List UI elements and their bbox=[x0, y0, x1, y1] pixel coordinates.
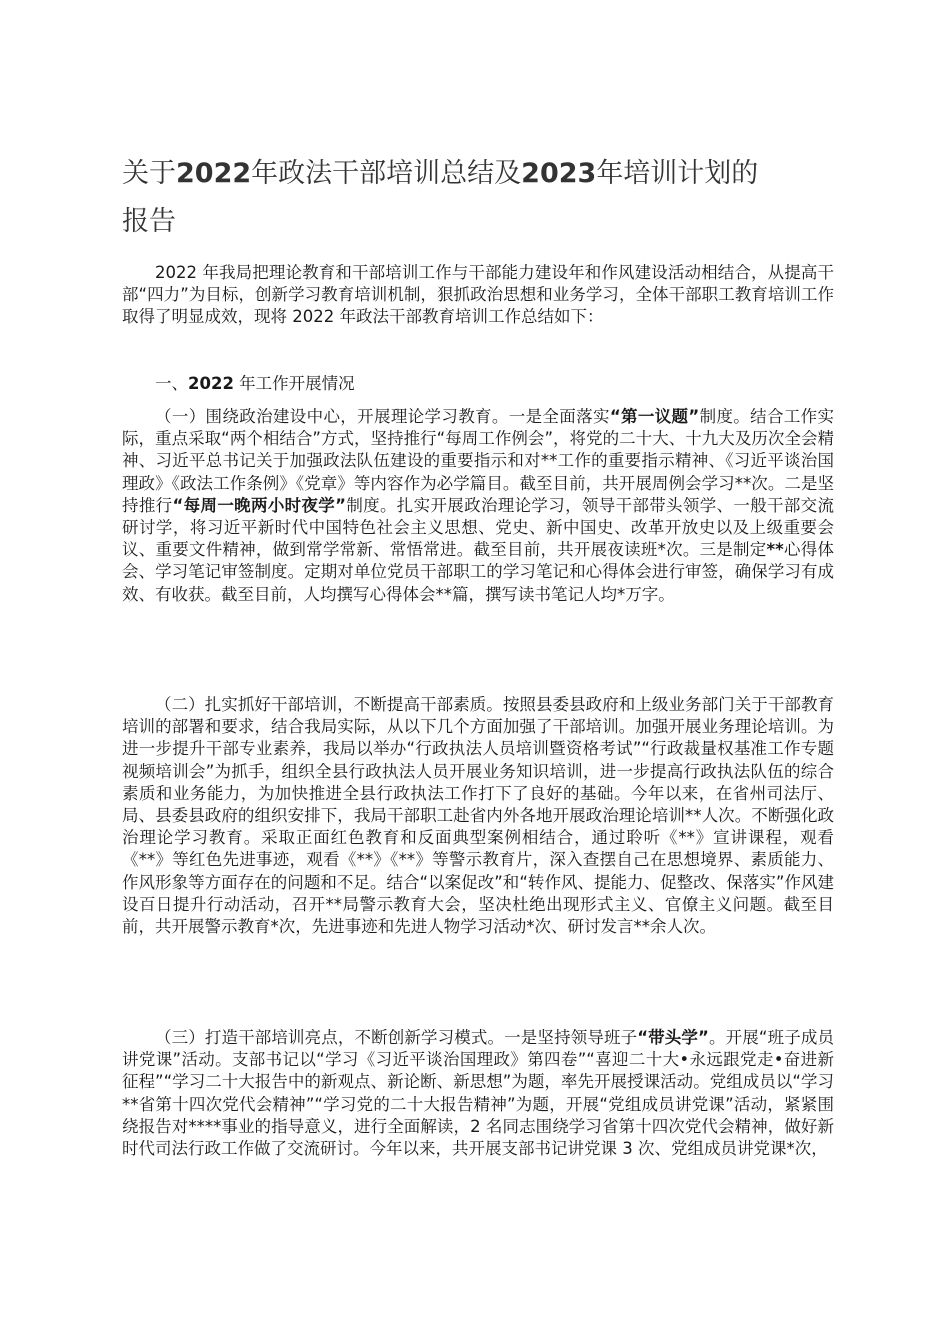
document-title: 关于2022年政法干部培训总结及2023年培训计划的 报告 bbox=[122, 158, 759, 237]
paragraph-cadre-training: （二）扎实抓好干部培训，不断提高干部素质。按照县委县政府和上级业务部门关于干部教育培训的部署和要求，结合我局实际，从以下几个方面加强了干部培训。加强开展业务理论培训。为进一步提升干部专业素养，我局以举办“行政执法人员培训暨资格考试”“行政裁量权基准工作专题视频培训会”为抓手，组织全县行政执法人员开展业务知识培训，进一步提高行政执法队伍的综合素质和业务能力，为加快推进全县行政执法工作打下了良好的基础。今年以来，在省州司法厅、局、县委县政府的组织安排下，我局干部职工赴省内外各地开展政治理论培训**人次。不断强化政治理论学习教育。采取正面红色教育和反面典型案例相结合，通过聆听《**》宣讲课程，观看《**》等红色先进事迹，观看《**》《**》等警示教育片，深入查摆自己在思想境界、素质能力、作风形象等方面存在的问题和不足。结合“以案促改”和“转作风、提能力、促整改、保落实”作风建设百日提升行动活动，召开**局警示教育大会，坚决杜绝出现形式主义、官僚主义问题。截至目前，共开展警示教育*次，先进事迹和先进人物学习活动*次、研讨发言**余人次。 bbox=[122, 695, 834, 937]
paragraph-political-study: （一）围绕政治建设中心，开展理论学习教育。一是全面落实“第一议题”制度。结合工作实际，重点采取“两个相结合”方式，坚持推行“每周工作例会”，将党的二十大、十九大及历次全会精神、习近平总书记关于加强政法队伍建设的重要指示和对**工作的重要指示精神、《习近平谈治国理政》《政法工作条例》《党章》等内容作为必学篇目。截至目前，共开展周例会学习**次。二是坚持推行“每周一晚两小时夜学”制度。扎实开展政治理论学习，领导干部带头领学、一般干部交流研讨学，将习近平新时代中国特色社会主义思想、党史、新中国史、改革开放史以及上级重要会议、重要文件精神，做到常学常新、常悟常进。截至目前，共开展夜读班*次。三是制定**心得体会、学习笔记审签制度。定期对单位党员干部职工的学习笔记和心得体会进行审签，确保学习有成效、有收获。截至目前，人均撰写心得体会**篇，撰写读书笔记人均*万字。 bbox=[122, 407, 835, 604]
section-heading: 一、2022 年工作开展情况 bbox=[155, 374, 355, 393]
intro-paragraph: 2022 年我局把理论教育和干部培训工作与干部能力建设年和作风建设活动相结合，从提高干部“四力”为目标，创新学习教育培训机制，狠抓政治思想和业务学习，全体干部职工教育培训工作取得了明显成效，现将 2022 年政法干部教育培训工作总结如下： bbox=[122, 263, 834, 327]
paragraph-training-highlights: （三）打造干部培训亮点，不断创新学习模式。一是坚持领导班子“带头学”。开展“班子成员讲党课”活动。支部书记以“学习《习近平谈治国理政》第四卷”“喜迎二十大•永远跟党走•奋进新征程”“学习二十大报告中的新观点、新论断、新思想”为题，率先开展授课活动。党组成员以“学习**省第十四次党代会精神”“学习党的二十大报告精神”为题，开展“党组成员讲党课”活动，紧紧围绕报告对****事业的指导意义，进行全面解读，2 名同志围绕学习省第十四次党代会精神，做好新时代司法行政工作做了交流研讨。今年以来，共开展支部书记讲党课 3 次、党组成员讲党课*次， bbox=[122, 1028, 834, 1159]
